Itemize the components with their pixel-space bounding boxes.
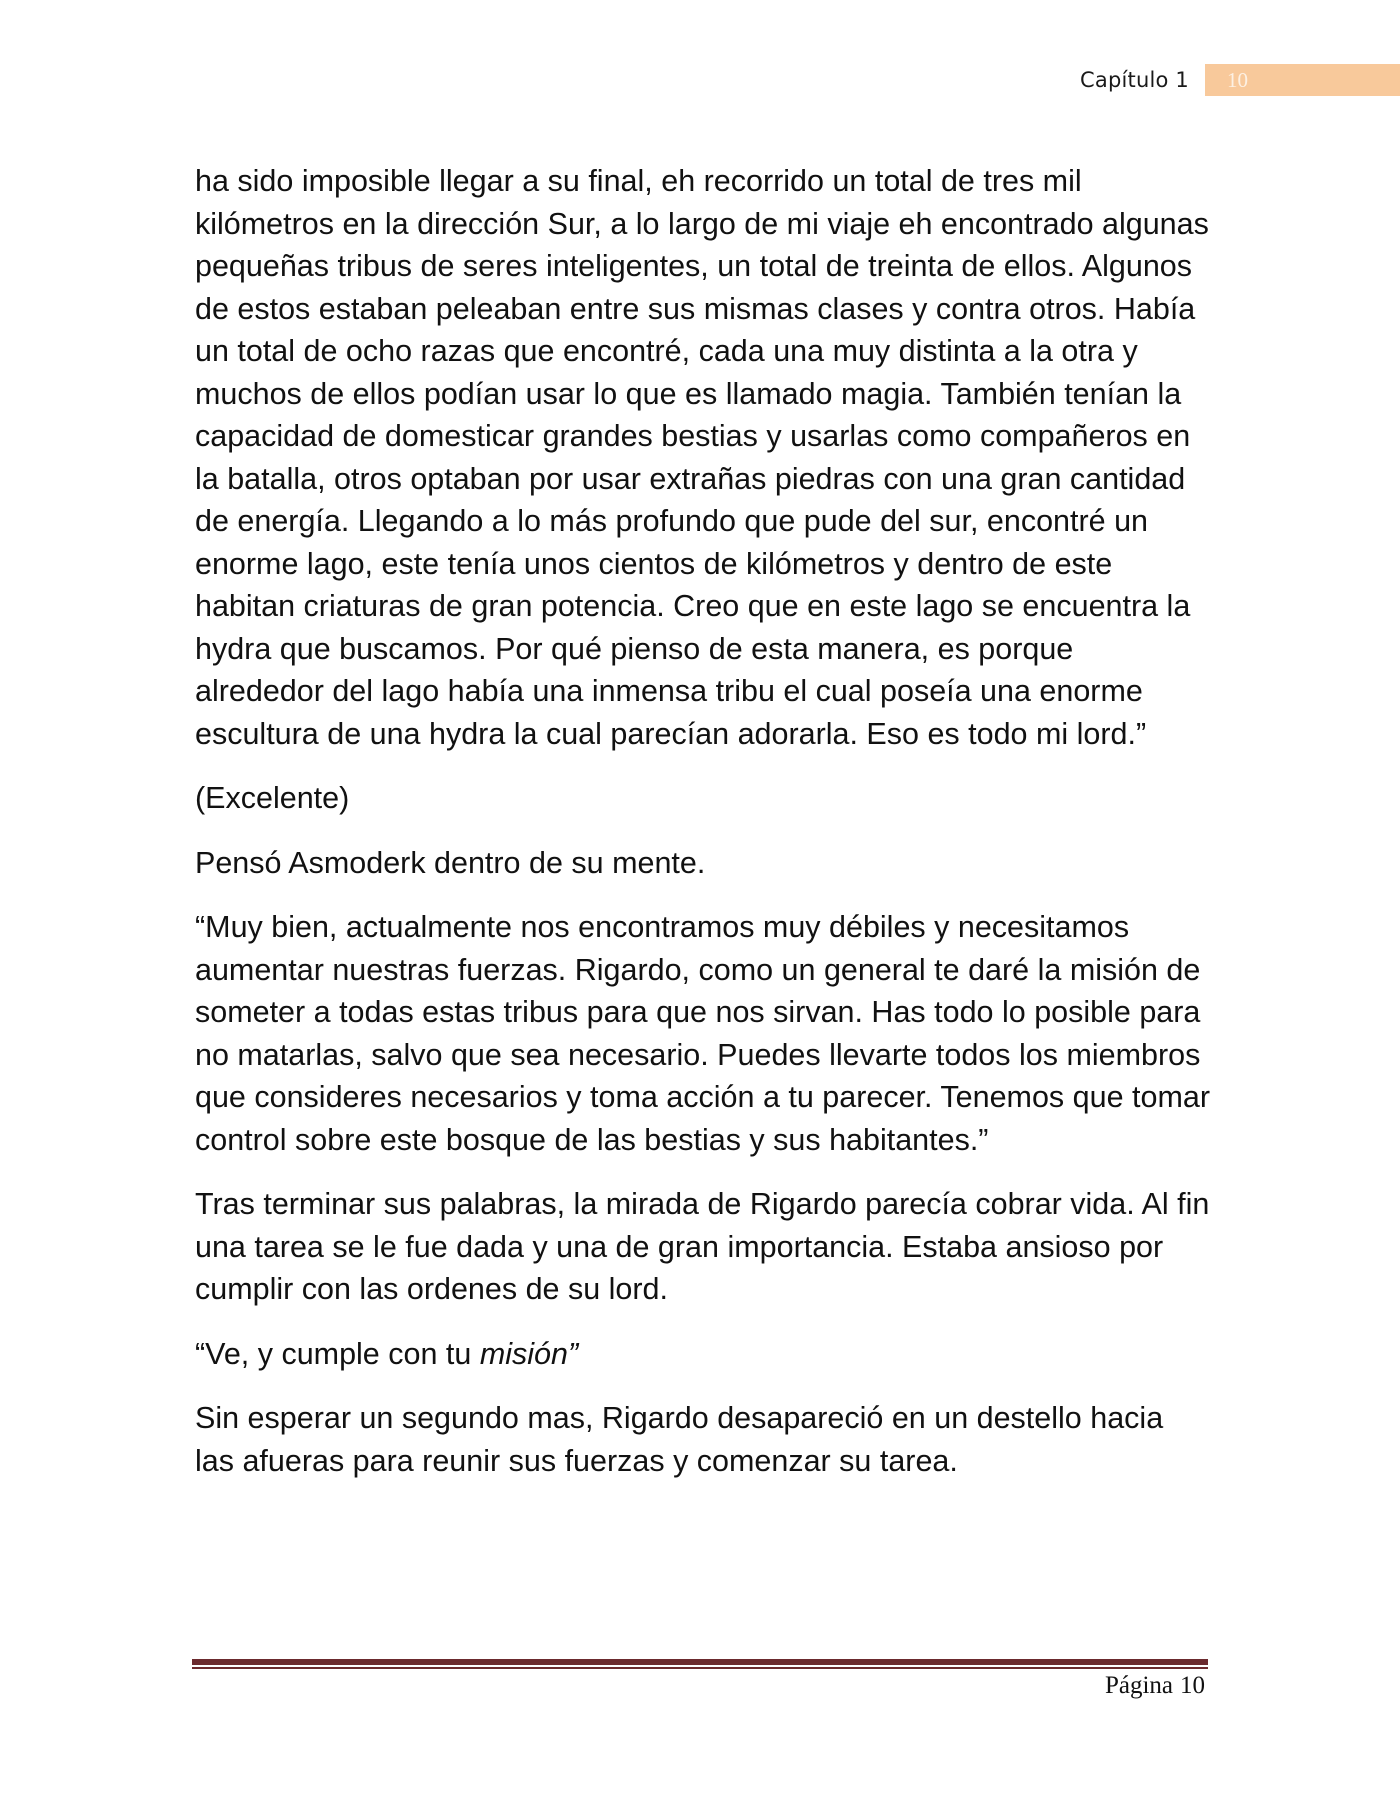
header-page-number: 10 [1205, 64, 1400, 96]
footer-page-label: Página [1104, 1672, 1173, 1699]
paragraph-6-text: “Ve, y cumple con tu [195, 1336, 480, 1371]
paragraph-6-italic: misión” [479, 1336, 579, 1371]
footer-rule [192, 1659, 1208, 1665]
paragraph-2: (Excelente) [195, 781, 350, 815]
footer-rule-thin [192, 1667, 1208, 1669]
page-body [195, 160, 1210, 1504]
paragraph-3: Pensó Asmoderk dentro de su mente. [195, 845, 706, 880]
page-footer [1105, 1672, 1205, 1700]
paragraph-6 [195, 1333, 1210, 1376]
chapter-title: Capítulo 1 [1080, 68, 1189, 92]
page-header [1080, 64, 1400, 96]
paragraph-1: ha sido imposible llegar a su final, eh recorrido un total de tres mil kilómetros en la dirección Sur, a lo largo de mi viaje eh encontrado algunas pequeñas tribus de seres inteligentes, un total de treinta de ellos. Algunos de estos estaban peleaban entre sus mismas clases y contra otros. Había un total de ocho razas que encontré, cada una muy distinta a la otra y muchos de ellos podían usar lo que es llamado magia. También tenían la capacidad de domesticar grandes bestias y usarlas como compañeros en la batalla, otros optaban por usar extrañas piedras con una gran cantidad de energía. Llegando a lo más profundo que pude del sur, encontré un enorme lago, este tenía unos cientos de kilómetros y dentro de este habitan criaturas de gran potencia. Creo que en este lago se encuentra la hydra que buscamos. Por qué pienso de esta manera, es porque alrededor del lago había una inmensa tribu el cual poseía una enorme escultura de una hydra la cual parecían adorarla. Eso es todo mi lord.” [195, 164, 1209, 751]
paragraph-4: “Muy bien, actualmente nos encontramos muy débiles y necesitamos aumentar nuestras fuerzas. Rigardo, como un general te daré la misión de someter a todas estas tribus para que nos sirvan. Has todo lo posible para no matarlas, salvo que sea necesario. Puedes llevarte todos los miembros que consideres necesarios y toma acción a tu parecer. Tenemos que tomar control sobre este bosque de las bestias y sus habitantes.” [195, 910, 1210, 1157]
paragraph-5: Tras terminar sus palabras, la mirada de Rigardo parecía cobrar vida. Al fin una tarea se le fue dada y una de gran importancia. Estaba ansioso por cumplir con las ordenes de su lord. [195, 1187, 1210, 1306]
paragraph-7: Sin esperar un segundo mas, Rigardo desapareció en un destello hacia las afueras para reunir sus fuerzas y comenzar su tarea. [195, 1401, 1164, 1478]
footer-page-number: 10 [1180, 1672, 1205, 1699]
